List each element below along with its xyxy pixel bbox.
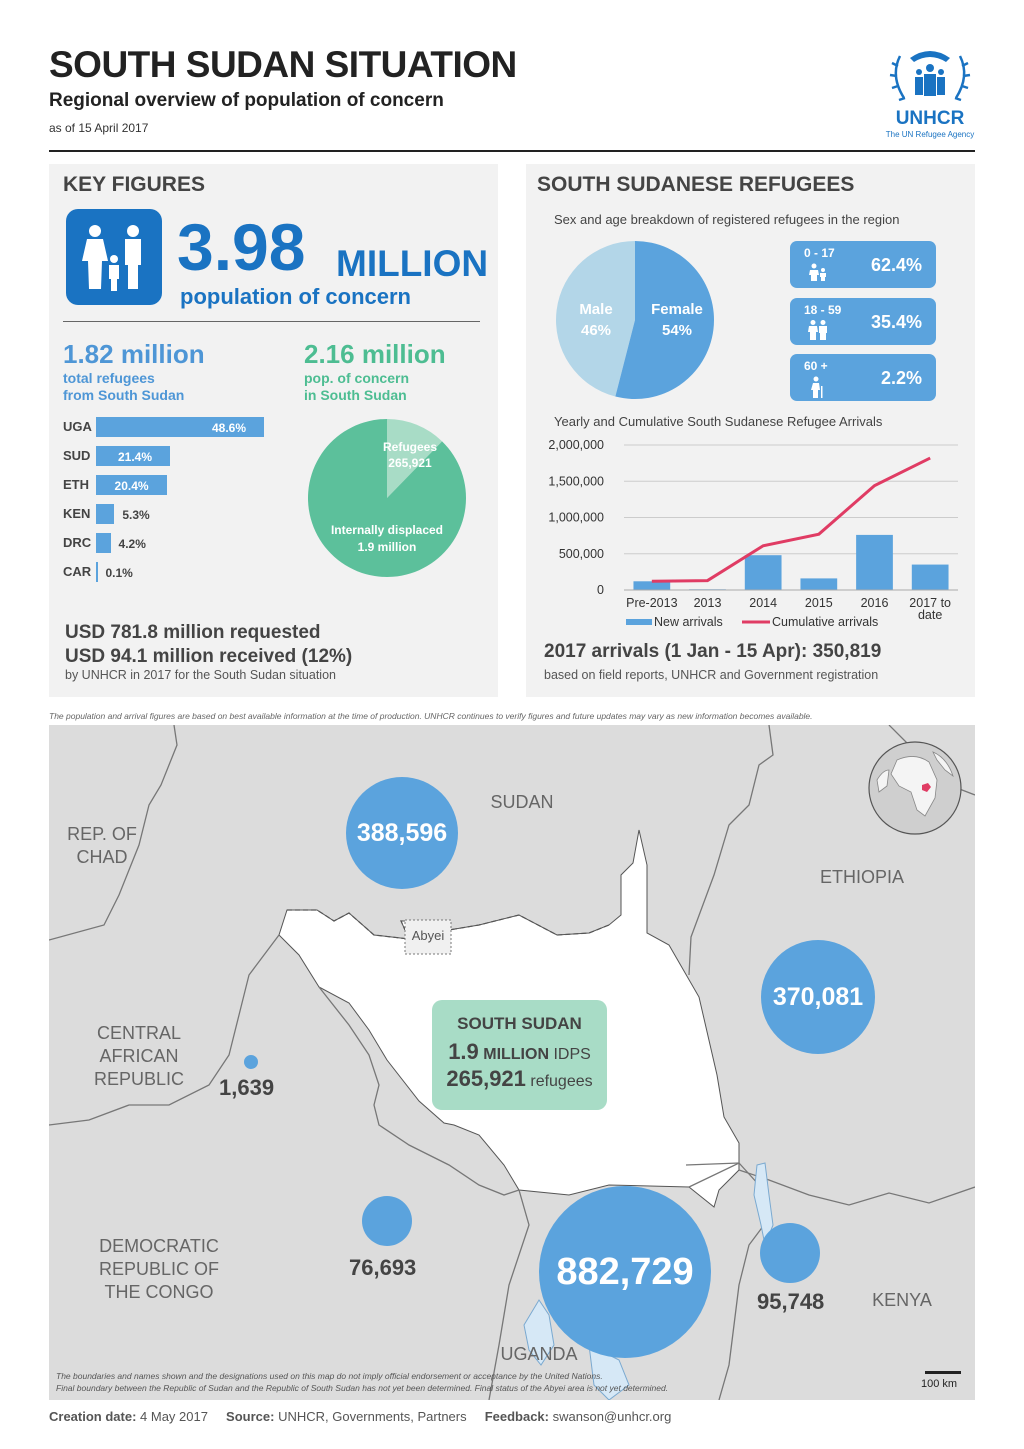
y-tick-label: 1,500,000 bbox=[548, 474, 604, 489]
footer bbox=[49, 1409, 671, 1424]
country-bar bbox=[96, 533, 111, 553]
y-tick-label: 0 bbox=[597, 583, 604, 597]
car-line-1: CENTRAL bbox=[96, 1023, 181, 1043]
figure-car: 1,639 bbox=[219, 1075, 275, 1100]
poc-south-sudan-figure: 2.16 million bbox=[304, 339, 446, 369]
female-name: Female bbox=[651, 301, 703, 318]
arrivals-note: based on field reports, UNHCR and Government registration bbox=[544, 668, 879, 682]
refugees-caption-line-2: from South Sudan bbox=[63, 387, 185, 403]
total-refugees-figure: 1.82 million bbox=[63, 339, 205, 369]
country-bar-value: 20.4% bbox=[114, 479, 149, 493]
key-figures-divider bbox=[63, 321, 480, 322]
country-bar-label: KEN bbox=[63, 506, 91, 521]
child-icon bbox=[808, 263, 828, 286]
scale-bar bbox=[925, 1371, 961, 1374]
chad-line-1: REP. OF bbox=[67, 824, 137, 844]
arrivals-bar bbox=[856, 535, 893, 590]
female-label bbox=[640, 299, 714, 341]
footer-creation-label: Creation date: bbox=[49, 1409, 137, 1424]
country-label-sudan: SUDAN bbox=[490, 792, 554, 812]
country-bar-value: 0.1% bbox=[105, 566, 133, 580]
age-group-60-plus bbox=[790, 354, 936, 401]
bubble-car bbox=[244, 1055, 258, 1069]
elderly-icon bbox=[808, 376, 828, 403]
country-label-uganda: UGANDA bbox=[500, 1344, 578, 1364]
unhcr-logo bbox=[884, 46, 976, 146]
arrivals-chart bbox=[530, 432, 970, 632]
age-pct-value: 2.2% bbox=[880, 368, 922, 388]
country-label-car bbox=[79, 1022, 199, 1091]
bubble-drc bbox=[362, 1196, 412, 1246]
country-bar-value: 5.3% bbox=[122, 508, 150, 522]
footer-creation-value: 4 May 2017 bbox=[140, 1409, 208, 1424]
country-label-ethiopia: ETHIOPIA bbox=[819, 867, 904, 887]
funding-figures bbox=[65, 621, 352, 669]
age-pct-value: 62.4% bbox=[870, 255, 922, 275]
footer-source-value: UNHCR, Governments, Partners bbox=[278, 1409, 467, 1424]
ss-box-title: SOUTH SUDAN bbox=[457, 1014, 582, 1033]
country-bar-value: 4.2% bbox=[118, 537, 146, 551]
arrivals-chart-caption: Yearly and Cumulative South Sudanese Refugee Arrivals bbox=[554, 414, 883, 429]
logo-name: UNHCR bbox=[895, 108, 965, 129]
south-sudan-summary-box bbox=[432, 1000, 607, 1110]
male-name: Male bbox=[579, 301, 613, 318]
footer-feedback-value[interactable]: swanson@unhcr.org bbox=[552, 1409, 672, 1424]
age-range-label: 0 - 17 bbox=[804, 246, 835, 260]
x-tick-label: Pre-2013 bbox=[626, 596, 678, 610]
poc-south-sudan-caption bbox=[304, 370, 409, 404]
drc-line-2: REPUBLIC OF bbox=[98, 1259, 220, 1279]
country-bar-label: DRC bbox=[63, 535, 92, 550]
age-range-label: 18 - 59 bbox=[804, 303, 842, 317]
page-subtitle: Regional overview of population of concern bbox=[49, 90, 444, 111]
drc-line-3: THE CONGO bbox=[104, 1282, 214, 1302]
pie-refugees-value: 265,921 bbox=[388, 456, 432, 470]
globe-locator-icon bbox=[867, 740, 963, 836]
ss-box-refugees bbox=[432, 1066, 607, 1092]
country-bar bbox=[96, 504, 114, 524]
as-of-date: as of 15 April 2017 bbox=[49, 121, 149, 135]
x-tick-label: 2013 bbox=[693, 596, 722, 610]
logo-tagline: The UN Refugee Agency bbox=[885, 130, 975, 139]
country-bar-label: ETH bbox=[63, 477, 89, 492]
funding-requested: USD 781.8 million requested bbox=[65, 622, 321, 643]
male-label bbox=[563, 299, 629, 341]
y-tick-label: 1,000,000 bbox=[548, 510, 604, 525]
legend-label-bars: New arrivals bbox=[654, 615, 723, 629]
ss-ref-label: refugees bbox=[530, 1073, 593, 1090]
bubble-sudan: 388,596 bbox=[346, 777, 458, 889]
y-tick-label: 500,000 bbox=[558, 546, 604, 561]
pie-idp-label bbox=[307, 522, 467, 556]
adults-icon bbox=[808, 320, 828, 345]
bubble-uganda: 882,729 bbox=[539, 1186, 711, 1358]
age-group-18-59 bbox=[790, 298, 936, 345]
bubble-kenya bbox=[760, 1223, 820, 1283]
total-refugees-caption bbox=[63, 370, 184, 404]
pie-refugees-name: Refugees bbox=[382, 440, 438, 454]
figure-kenya: 95,748 bbox=[757, 1289, 825, 1314]
sex-age-caption: Sex and age breakdown of registered refugees in the region bbox=[554, 212, 900, 227]
refugees-caption-line-1: total refugees bbox=[63, 370, 155, 386]
map-disclaimer bbox=[56, 1370, 816, 1394]
scale-label: 100 km bbox=[921, 1378, 958, 1390]
ss-idp-number: 1.9 bbox=[448, 1039, 479, 1064]
family-icon bbox=[66, 209, 162, 305]
country-label-drc bbox=[79, 1235, 239, 1304]
pie-idp-value: 1.9 million bbox=[357, 540, 417, 554]
country-label-kenya: KENYA bbox=[872, 1290, 932, 1310]
x-tick-label: date bbox=[917, 608, 943, 622]
footer-feedback-label: Feedback: bbox=[484, 1409, 549, 1424]
x-tick-label: 2017 to bbox=[909, 596, 952, 610]
country-bar-value: 48.6% bbox=[212, 421, 247, 435]
ss-box-idps bbox=[432, 1039, 607, 1065]
country-bar-label: CAR bbox=[63, 564, 92, 579]
country-label-chad bbox=[49, 823, 155, 869]
abyei-label: Abyei bbox=[411, 928, 445, 943]
legend-label-line: Cumulative arrivals bbox=[772, 615, 879, 629]
key-figures-title: KEY FIGURES bbox=[63, 173, 205, 196]
page-title: SOUTH SUDAN SITUATION bbox=[49, 44, 517, 85]
figure-drc: 76,693 bbox=[349, 1255, 417, 1280]
x-tick-label: 2016 bbox=[860, 596, 889, 610]
female-value: 54% bbox=[661, 322, 693, 339]
male-value: 46% bbox=[580, 322, 612, 339]
age-group-0-17 bbox=[790, 241, 936, 288]
poc-caption-line-1: pop. of concern bbox=[304, 370, 409, 386]
ss-idp-unit: MILLION bbox=[483, 1046, 549, 1063]
total-poc-unit: MILLION bbox=[336, 243, 489, 284]
ss-idp-label: IDPS bbox=[553, 1046, 591, 1063]
age-pct-value: 35.4% bbox=[870, 312, 922, 332]
y-tick-label: 2,000,000 bbox=[548, 438, 604, 452]
x-tick-label: 2014 bbox=[749, 596, 778, 610]
refugees-by-country-chart bbox=[63, 417, 293, 597]
pie-idp-name: Internally displaced bbox=[330, 523, 444, 537]
country-bar-label: UGA bbox=[63, 419, 92, 434]
country-bar bbox=[96, 562, 98, 582]
regional-map bbox=[49, 725, 975, 1400]
pie-refugees-label bbox=[355, 439, 465, 471]
chad-line-2: CHAD bbox=[76, 847, 128, 867]
bubble-ethiopia: 370,081 bbox=[761, 940, 875, 1054]
arrivals-bar bbox=[912, 565, 949, 590]
arrivals-2017-figure: 2017 arrivals (1 Jan - 15 Apr): 350,819 bbox=[544, 641, 882, 662]
car-line-2: AFRICAN bbox=[99, 1046, 179, 1066]
arrivals-bar bbox=[800, 578, 837, 590]
map-disclaimer-line-2: Final boundary between the Republic of Sudan and the Republic of South Sudan has not yet been determined. Final status of the Abyei area is not yet determined. bbox=[56, 1383, 669, 1393]
unhcr-emblem-icon bbox=[884, 46, 976, 108]
drc-line-1: DEMOCRATIC bbox=[99, 1236, 219, 1256]
funding-note: by UNHCR in 2017 for the South Sudan situation bbox=[65, 668, 336, 682]
age-range-label: 60 + bbox=[804, 359, 828, 373]
funding-received: USD 94.1 million received (12%) bbox=[65, 646, 353, 667]
header-divider bbox=[49, 150, 975, 152]
car-line-3: REPUBLIC bbox=[93, 1069, 185, 1089]
arrivals-bar bbox=[745, 555, 782, 590]
country-bar-value: 21.4% bbox=[117, 450, 152, 464]
poc-caption-line-2: in South Sudan bbox=[304, 387, 407, 403]
total-poc-caption: population of concern bbox=[180, 284, 411, 309]
country-bar-label: SUD bbox=[63, 448, 91, 463]
x-tick-label: 2015 bbox=[804, 596, 833, 610]
legend-swatch-bars bbox=[626, 619, 652, 625]
footer-source-label: Source: bbox=[226, 1409, 275, 1424]
ss-ref-number: 265,921 bbox=[446, 1066, 526, 1091]
refugees-panel-title: SOUTH SUDANESE REFUGEES bbox=[537, 173, 855, 196]
total-poc-number: 3.98 bbox=[177, 210, 306, 284]
map-disclaimer-line-1: The boundaries and names shown and the designations used on this map do not imply official endorsement or acceptance by the United Nations. bbox=[56, 1371, 603, 1381]
figures-disclaimer: The population and arrival figures are based on best available information at the time of production. UNHCR continues to verify figures and future updates may vary as new information becomes available. bbox=[49, 711, 813, 721]
